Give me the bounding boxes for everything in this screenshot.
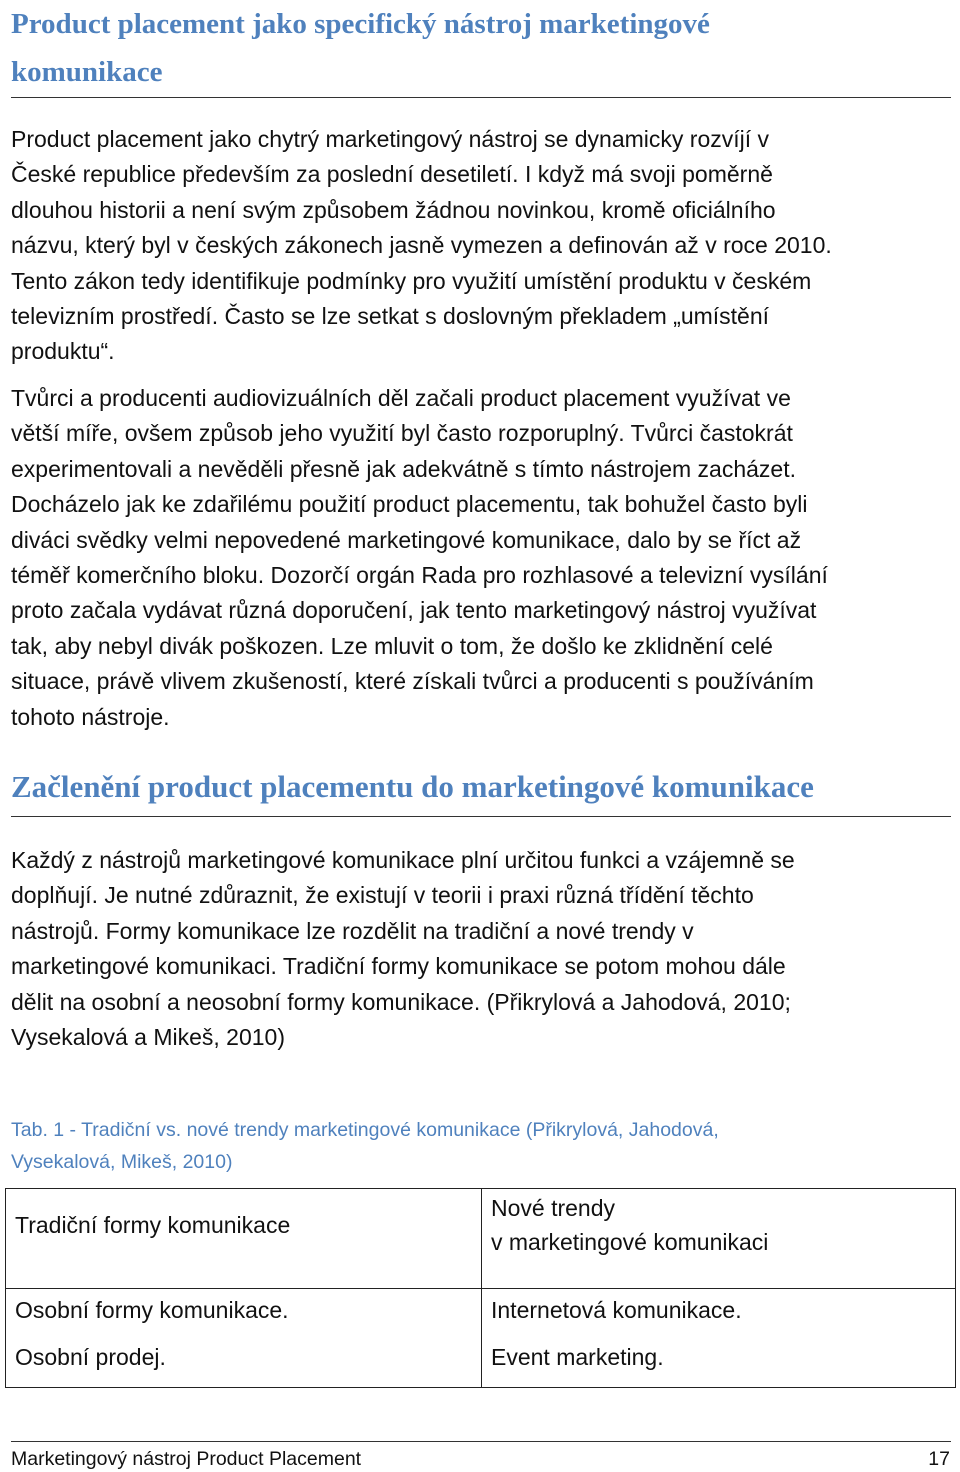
table-cell (6, 1289, 482, 1388)
text-line: Tento zákon tedy identifikuje podmínky pro využití umístění produktu v českém (11, 267, 812, 294)
text-line: dlouhou historii a není svým způsobem žádnou novinkou, kromě oficiálního (11, 196, 776, 223)
table-header-cell (482, 1189, 956, 1289)
section-heading-product-placement (11, 0, 951, 96)
text-line: situace, právě vlivem zkušeností, které získali tvůrci a producenti s používáním (11, 668, 814, 695)
heading-line: Product placement jako specifický nástroj marketingové (11, 8, 710, 40)
text-line: větší míře, ovšem způsob jeho využití byl často rozporuplný. Tvůrci častokrát (11, 420, 793, 447)
text-line: Tvůrci a producenti audiovizuálních děl začali product placement využívat ve (11, 385, 791, 411)
text-line: tak, aby nebyl divák poškozen. Lze mluvit o tom, že došlo ke zklidnění celé (11, 632, 773, 659)
text-line: televizním prostředí. Často se lze setkat s doslovným překladem „umístění (11, 303, 770, 330)
caption-line: Vysekalová, Mikeš, 2010) (11, 1151, 233, 1173)
communication-forms-table (5, 1188, 956, 1388)
table-cell (482, 1289, 956, 1388)
paragraph-intro (11, 122, 956, 370)
cell-text: Event marketing. (491, 1344, 664, 1370)
text-line: České republice především za poslední desetiletí. I když má svoji poměrně (11, 161, 773, 188)
heading-underline (11, 816, 951, 817)
caption-line: Tab. 1 - Tradiční vs. nové trendy marketingové komunikace (Přikrylová, Jahodová, (11, 1119, 719, 1141)
text-line: téměř komerčního bloku. Dozorčí orgán Rada pro rozhlasové a televizní vysílání (11, 562, 828, 589)
header-text: Nové trendy (491, 1195, 616, 1221)
text-line: produktu“. (11, 338, 115, 365)
text-line: diváci svědky velmi nepovedené marketingové komunikace, dalo by se říct až (11, 526, 802, 553)
text-line: Vysekalová a Mikeš, 2010) (11, 1024, 286, 1051)
table-row (6, 1289, 956, 1388)
section-heading-integration: Začlenění product placementu do marketingové komunikace (11, 769, 814, 804)
table-header-row (6, 1189, 956, 1289)
text-line: proto začala vydávat různá doporučení, jak tento marketingový nástroj využívat (11, 597, 817, 624)
heading-line: komunikace (11, 56, 163, 88)
cell-text: Internetová komunikace. (491, 1297, 742, 1323)
text-line: doplňují. Je nutné zdůraznit, že existují v teorii i praxi různá třídění těchto (11, 882, 754, 909)
footer-title: Marketingový nástroj Product Placement (11, 1448, 362, 1470)
text-line: tohoto nástroje. (11, 703, 170, 730)
header-text: Tradiční formy komunikace (15, 1212, 291, 1238)
page-number: 17 (928, 1448, 950, 1470)
text-line: nástrojů. Formy komunikace lze rozdělit na tradiční a nové trendy v (11, 917, 694, 944)
text-line: Každý z nástrojů marketingové komunikace plní určitou funkci a vzájemně se (11, 847, 795, 873)
cell-text: Osobní prodej. (15, 1344, 166, 1370)
text-line: experimentovali a nevěděli přesně jak adekvátně s tímto nástrojem zacházet. (11, 455, 796, 482)
text-line: dělit na osobní a neosobní formy komunikace. (Přikrylová a Jahodová, 2010; (11, 988, 791, 1015)
text-line: marketingové komunikaci. Tradiční formy komunikace se potom mohou dále (11, 953, 786, 980)
paragraph-creators (11, 381, 956, 735)
table-header-cell (6, 1189, 482, 1289)
cell-text: Osobní formy komunikace. (15, 1297, 289, 1323)
text-line: Product placement jako chytrý marketingový nástroj se dynamicky rozvíjí v (11, 126, 770, 152)
text-line: názvu, který byl v českých zákonech jasně vymezen a definován až v roce 2010. (11, 232, 832, 259)
footer-divider (11, 1441, 951, 1442)
text-line: Docházelo jak ke zdařilému použití product placementu, tak bohužel často byli (11, 491, 808, 518)
paragraph-tools (11, 843, 956, 1055)
header-text: v marketingové komunikaci (491, 1229, 769, 1255)
heading-underline (11, 97, 951, 98)
table-caption (11, 1114, 911, 1178)
